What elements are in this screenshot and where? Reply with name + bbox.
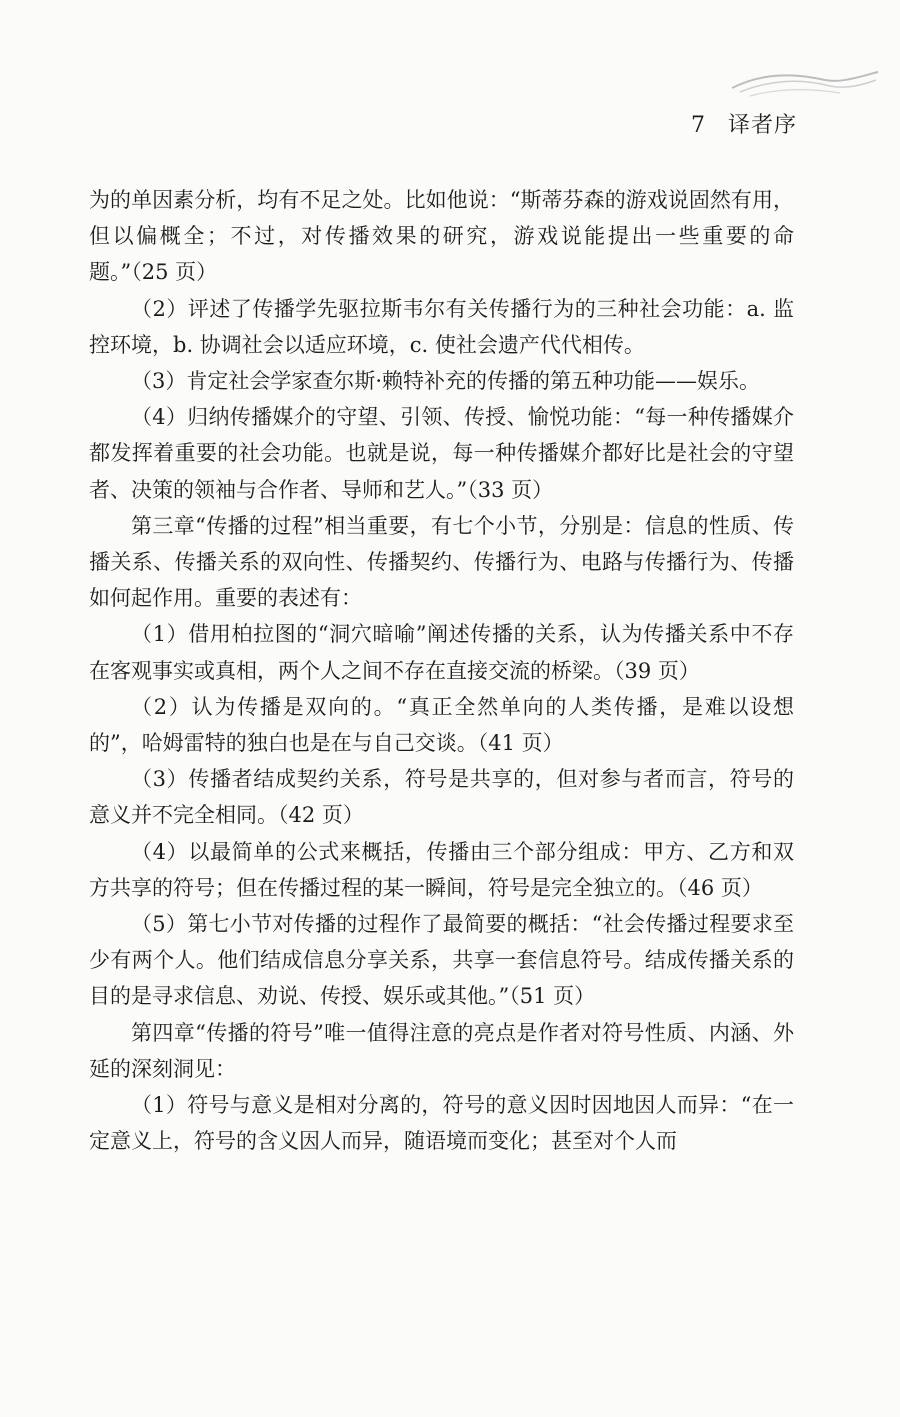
section-title: 译者序: [727, 113, 797, 138]
paragraph: （2）评述了传播学先驱拉斯韦尔有关传播行为的三种社会功能：a. 监控环境，b. 协调社会以适应环境，c. 使社会遗产代代相传。: [89, 296, 794, 357]
paragraph: （2）认为传播是双向的。“真正全然单向的人类传播，是难以设想的”，哈姆雷特的独白也是在与自己交谈。（41 页）: [89, 694, 794, 756]
paragraph: （4）归纳传播媒介的守望、引领、传授、愉悦功能：“每一种传播媒介都发挥着重要的社会功能。也就是说，每一种传播媒介都好比是社会的守望者、决策的领袖与合作者、导师和艺人。”（33 页）: [89, 405, 794, 502]
paragraph: 第四章“传播的符号”唯一值得注意的亮点是作者对符号性质、内涵、外延的深刻洞见：: [89, 1020, 794, 1081]
paragraph: （5）第七小节对传播的过程作了最简要的概括：“社会传播过程要求至少有两个人。他们结成信息分享关系，共享一套信息符号。结成传播关系的目的是寻求信息、劝说、传授、娱乐或其他。”（51 页）: [89, 912, 794, 1009]
paragraph: （3）肯定社会学家查尔斯·赖特补充的传播的第五种功能——娱乐。: [131, 369, 761, 394]
paragraph: 第三章“传播的过程”相当重要，有七个小节，分别是：信息的性质、传播关系、传播关系的双向性、传播契约、传播行为、电路与传播行为、传播如何起作用。重要的表述有：: [89, 513, 794, 611]
body-text: [89, 182, 794, 1159]
paragraph: （1）符号与意义是相对分离的，符号的意义因时因地因人而异：“在一定意义上，符号的含义因人而异，随语境而变化；甚至对个人而: [89, 1093, 794, 1154]
paragraph-continued: 为的单因素分析，均有不足之处。比如他说：“斯蒂芬森的游戏说固然有用，但以偏概全；不过，对传播效果的研究，游戏说能提出一些重要的命题。”（25 页）: [89, 188, 794, 285]
paragraph: （1）借用柏拉图的“洞穴暗喻”阐述传播的关系，认为传播关系中不存在客观事实或真相，两个人之间不存在直接交流的桥梁。（39 页）: [89, 622, 794, 683]
paragraph: （4）以最简单的公式来概括，传播由三个部分组成：甲方、乙方和双方共享的符号；但在传播过程的某一瞬间，符号是完全独立的。（46 页）: [89, 839, 794, 900]
running-header: [691, 108, 797, 139]
page-number: 7: [690, 113, 706, 138]
header-ornament: [730, 66, 880, 106]
paragraph: （3）传播者结成契约关系，符号是共享的，但对参与者而言，符号的意义并不完全相同。（42 页）: [89, 767, 794, 828]
